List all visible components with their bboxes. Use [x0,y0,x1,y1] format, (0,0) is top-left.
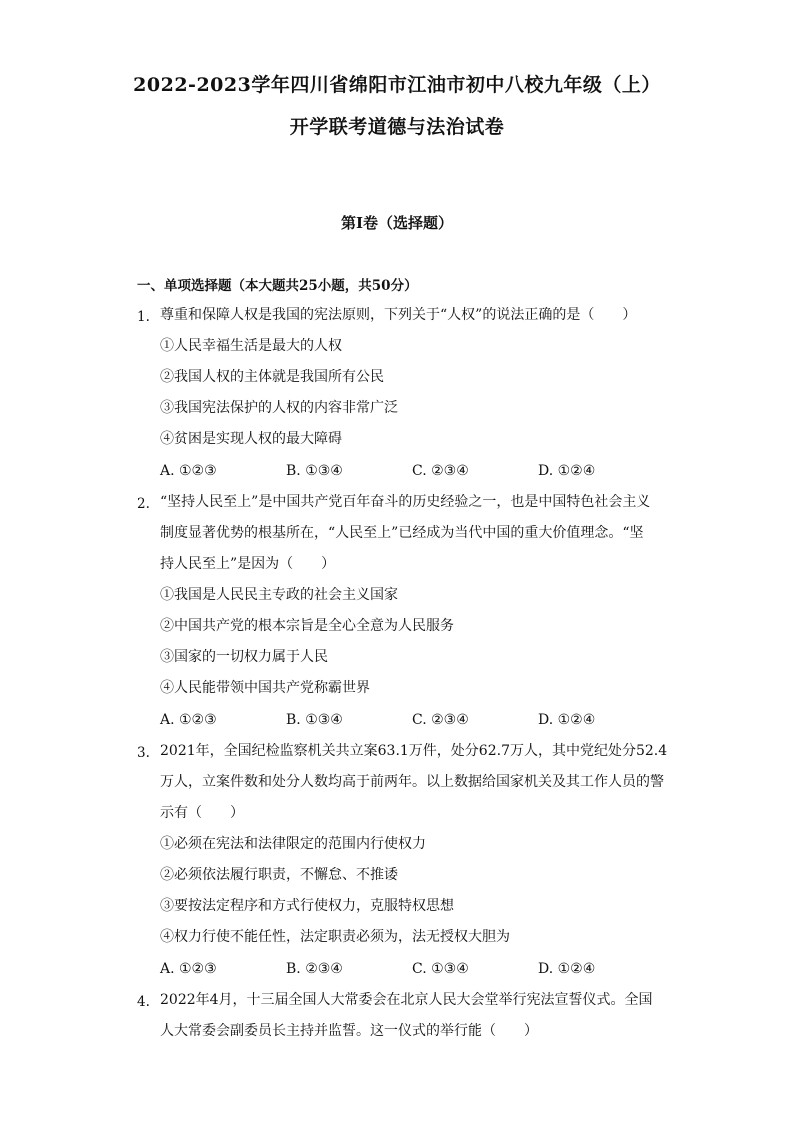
exam-title-line-1: 2022-2023学年四川省绵阳市江油市初中八校九年级（上） [133,74,661,96]
question-statement: ③国家的一切权力属于人民 [160,649,328,665]
question-number: 4. [137,994,150,1010]
option-b: B. ①③④ [286,712,343,728]
question-statement: ③要按法定程序和方式行使权力，克服特权思想 [160,898,454,914]
question-stem-line: 尊重和保障人权是我国的宪法原则，下列关于“人权”的说法正确的是（ ） [160,307,637,323]
question-stem-line: 示有（ ） [160,805,244,821]
question-statement: ②中国共产党的根本宗旨是全心全意为人民服务 [160,618,454,634]
option-d: D. ①②④ [538,712,596,728]
part-heading: 一、单项选择题（本大题共25小题，共50分） [137,278,418,294]
option-b: B. ②③④ [286,961,343,977]
question-options [160,461,660,481]
question-stem-line: 人大常委会副委员长主持并监誓。这一仪式的举行能（ ） [160,1023,538,1039]
question-statement: ④人民能带领中国共产党称霸世界 [160,680,370,696]
option-a: A. ①②③ [160,712,217,728]
option-c: C. ②③④ [412,463,469,479]
option-d: D. ①②④ [538,463,596,479]
exam-title-line-2: 开学联考道德与法治试卷 [289,116,505,138]
question-number: 2. [137,496,150,512]
question-number: 3. [137,745,150,761]
option-b: B. ①③④ [286,463,343,479]
option-c: C. ②③④ [412,712,469,728]
question-stem-line: “坚持人民至上”是中国共产党百年奋斗的历史经验之一，也是中国特色社会主义 [160,494,651,510]
question-stem-line: 制度显著优势的根基所在，“人民至上”已经成为当代中国的重大价值理念。“坚 [160,525,644,541]
option-d: D. ①②④ [538,961,596,977]
question-statement: ①我国是人民民主专政的社会主义国家 [160,587,398,603]
question-statement: ④贫困是实现人权的最大障碍 [160,431,342,447]
question-options [160,959,660,979]
question-statement: ②我国人权的主体就是我国所有公民 [160,369,384,385]
question-stem-line: 持人民至上”是因为（ ） [160,556,336,572]
question-statement: ④权力行使不能任性，法定职责必须为，法无授权大胆为 [160,929,510,945]
question-stem-line: 2021年，全国纪检监察机关共立案63.1万件，处分62.7万人，其中党纪处分52.4 [160,743,668,759]
question-number: 1. [137,309,150,325]
option-c: C. ①③④ [412,961,469,977]
question-stem-line: 万人，立案件数和处分人数均高于前两年。以上数据给国家机关及其工作人员的警 [160,774,664,790]
option-a: A. ①②③ [160,961,217,977]
question-statement: ①必须在宪法和法律限定的范围内行使权力 [160,836,426,852]
question-stem-line: 2022年4月，十三届全国人大常委会在北京人民大会堂举行宪法宣誓仪式。全国 [160,992,653,1008]
section-title: 第I卷（选择题） [340,214,454,232]
question-statement: ③我国宪法保护的人权的内容非常广泛 [160,400,398,416]
question-statement: ②必须依法履行职责，不懈怠、不推诿 [160,867,398,883]
question-options [160,710,660,730]
option-a: A. ①②③ [160,463,217,479]
question-statement: ①人民幸福生活是最大的人权 [160,338,342,354]
